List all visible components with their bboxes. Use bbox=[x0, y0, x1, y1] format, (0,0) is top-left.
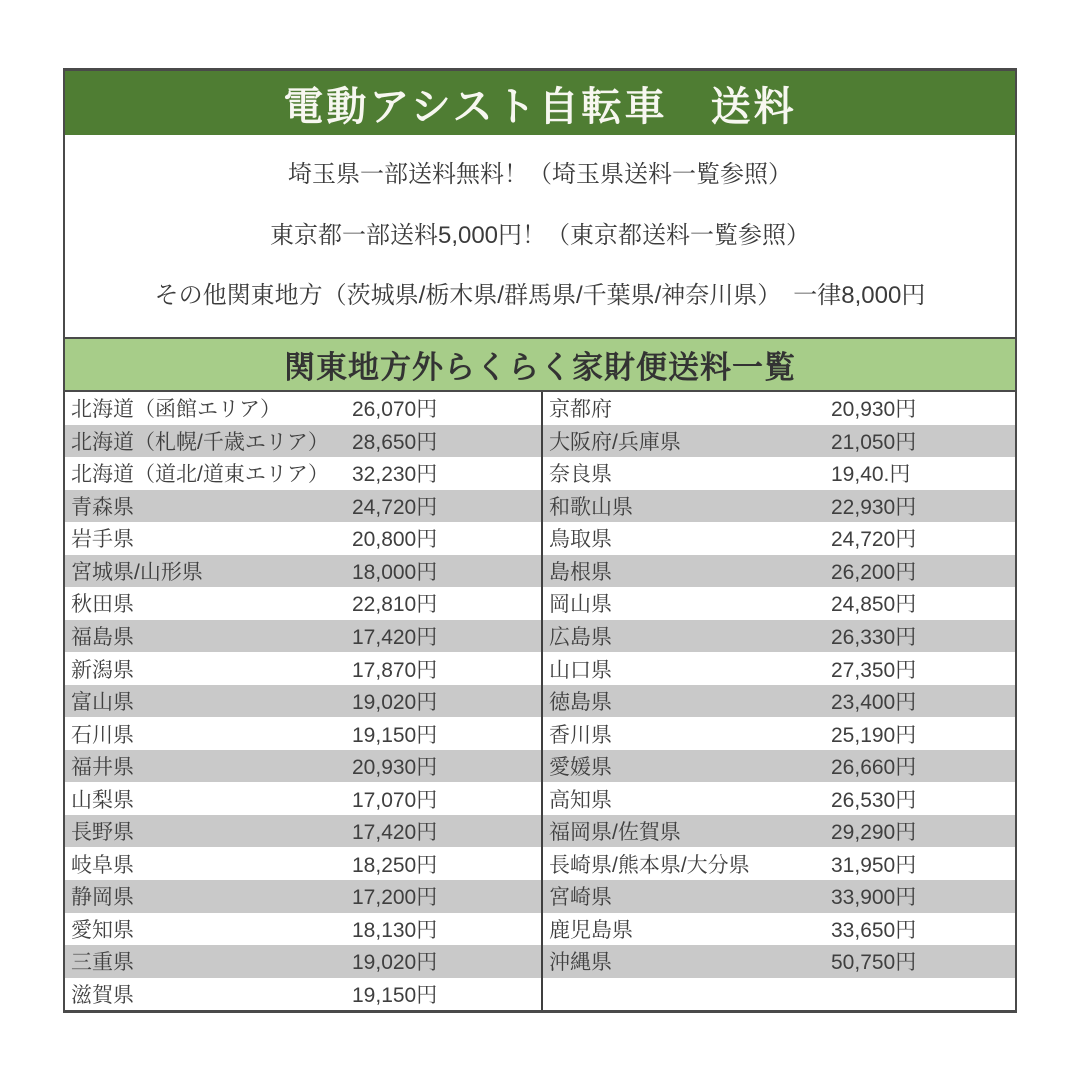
fee-cell-right: 29,290円 bbox=[831, 821, 917, 845]
fee-cell-left: 17,070円 bbox=[352, 788, 438, 812]
region-cell-left: 福島県 bbox=[71, 625, 134, 649]
fee-cell-left: 32,230円 bbox=[352, 463, 438, 487]
region-cell-right: 愛媛県 bbox=[541, 750, 831, 783]
region-cell-right: 鳥取県 bbox=[541, 522, 831, 555]
fee-table bbox=[65, 392, 1015, 1010]
fee-cell-right: 19,40.円 bbox=[831, 463, 911, 487]
region-cell-left: 静岡県 bbox=[71, 886, 134, 910]
table-row bbox=[65, 913, 1015, 946]
fee-cell-left: 18,250円 bbox=[352, 853, 438, 877]
region-cell-left: 秋田県 bbox=[71, 593, 134, 617]
shipping-fee-panel bbox=[63, 68, 1017, 1013]
table-row bbox=[65, 945, 1015, 978]
fee-cell-right: 33,900円 bbox=[831, 886, 917, 910]
region-cell-left: 北海道（札幌/千歳エリア） bbox=[71, 430, 329, 454]
fee-cell-right: 27,350円 bbox=[831, 658, 917, 682]
region-cell-left: 三重県 bbox=[71, 951, 134, 975]
table-title-bar bbox=[65, 337, 1015, 392]
table-row bbox=[65, 522, 1015, 555]
region-cell-right: 和歌山県 bbox=[541, 490, 831, 523]
region-cell-right: 大阪府/兵庫県 bbox=[541, 425, 831, 458]
fee-cell-right: 22,930円 bbox=[831, 495, 917, 519]
fee-cell-right: 31,950円 bbox=[831, 853, 917, 877]
region-cell-right: 高知県 bbox=[541, 782, 831, 815]
region-cell-left: 宮城県/山形県 bbox=[71, 560, 203, 584]
fee-cell-right: 26,200円 bbox=[831, 560, 917, 584]
info-line-saitama: 埼玉県一部送料無料！（埼玉県送料一覧参照） bbox=[288, 160, 792, 188]
table-row bbox=[65, 555, 1015, 588]
region-cell-left: 山梨県 bbox=[71, 788, 134, 812]
table-row bbox=[65, 392, 1015, 425]
region-cell-left: 愛知県 bbox=[71, 918, 134, 942]
fee-cell-right: 24,720円 bbox=[831, 528, 917, 552]
region-cell-left: 岐阜県 bbox=[71, 853, 134, 877]
fee-cell-left: 17,420円 bbox=[352, 625, 438, 649]
region-cell-right: 徳島県 bbox=[541, 685, 831, 718]
fee-cell-right: 23,400円 bbox=[831, 691, 917, 715]
fee-cell-right: 21,050円 bbox=[831, 430, 917, 454]
fee-cell-right: 26,330円 bbox=[831, 625, 917, 649]
table-row bbox=[65, 717, 1015, 750]
fee-cell-left: 20,800円 bbox=[352, 528, 438, 552]
region-cell-left: 石川県 bbox=[71, 723, 134, 747]
fee-cell-left: 19,020円 bbox=[352, 691, 438, 715]
table-row bbox=[65, 425, 1015, 458]
fee-cell-right bbox=[831, 978, 1015, 1011]
table-row bbox=[65, 782, 1015, 815]
fee-cell-left: 18,130円 bbox=[352, 918, 438, 942]
region-cell-right: 宮崎県 bbox=[541, 880, 831, 913]
table-row bbox=[65, 750, 1015, 783]
table-title: 関東地方外らくらく家財便送料一覧 bbox=[284, 350, 796, 385]
region-cell-left: 岩手県 bbox=[71, 528, 134, 552]
fee-cell-left: 19,020円 bbox=[352, 951, 438, 975]
region-cell-right: 沖縄県 bbox=[541, 945, 831, 978]
fee-cell-left: 17,200円 bbox=[352, 886, 438, 910]
table-row bbox=[65, 457, 1015, 490]
fee-cell-right: 26,530円 bbox=[831, 788, 917, 812]
fee-cell-right: 24,850円 bbox=[831, 593, 917, 617]
table-row bbox=[65, 652, 1015, 685]
region-cell-left: 北海道（函館エリア） bbox=[71, 398, 281, 422]
fee-cell-left: 19,150円 bbox=[352, 723, 438, 747]
fee-cell-left: 20,930円 bbox=[352, 756, 438, 780]
region-cell-left: 長野県 bbox=[71, 821, 134, 845]
region-cell-left: 滋賀県 bbox=[71, 983, 134, 1007]
region-cell-left: 富山県 bbox=[71, 691, 134, 715]
fee-cell-left: 24,720円 bbox=[352, 495, 438, 519]
region-cell-right: 鹿児島県 bbox=[541, 913, 831, 946]
region-cell-left: 福井県 bbox=[71, 756, 134, 780]
fee-cell-right: 25,190円 bbox=[831, 723, 917, 747]
region-cell-right: 広島県 bbox=[541, 620, 831, 653]
region-cell-left: 新潟県 bbox=[71, 658, 134, 682]
fee-cell-left: 28,650円 bbox=[352, 430, 438, 454]
main-title-bar bbox=[65, 71, 1015, 135]
table-row bbox=[65, 815, 1015, 848]
table-row bbox=[65, 587, 1015, 620]
info-line-kanto-other: その他関東地方（茨城県/栃木県/群馬県/千葉県/神奈川県） 一律8,000円 bbox=[154, 282, 926, 310]
table-row bbox=[65, 490, 1015, 523]
region-cell-right: 奈良県 bbox=[541, 457, 831, 490]
region-cell-right: 京都府 bbox=[541, 392, 831, 425]
table-row bbox=[65, 620, 1015, 653]
table-row bbox=[65, 685, 1015, 718]
main-title: 電動アシスト自転車 送料 bbox=[283, 84, 797, 129]
fee-cell-right: 20,930円 bbox=[831, 398, 917, 422]
region-cell-right: 山口県 bbox=[541, 652, 831, 685]
table-row bbox=[65, 978, 1015, 1011]
fee-cell-right: 50,750円 bbox=[831, 951, 917, 975]
fee-cell-left: 18,000円 bbox=[352, 560, 438, 584]
table-row bbox=[65, 880, 1015, 913]
region-cell-right: 香川県 bbox=[541, 717, 831, 750]
fee-cell-right: 26,660円 bbox=[831, 756, 917, 780]
fee-cell-right: 33,650円 bbox=[831, 918, 917, 942]
table-row bbox=[65, 847, 1015, 880]
region-cell-right: 福岡県/佐賀県 bbox=[541, 815, 831, 848]
fee-cell-left: 19,150円 bbox=[352, 983, 438, 1007]
region-cell-left: 青森県 bbox=[71, 495, 134, 519]
info-section bbox=[65, 135, 1015, 337]
region-cell-right: 岡山県 bbox=[541, 587, 831, 620]
region-cell-right: 島根県 bbox=[541, 555, 831, 588]
fee-cell-left: 22,810円 bbox=[352, 593, 438, 617]
fee-cell-left: 17,420円 bbox=[352, 821, 438, 845]
info-line-tokyo: 東京都一部送料5,000円！（東京都送料一覧参照） bbox=[269, 221, 811, 249]
fee-cell-left: 17,870円 bbox=[352, 658, 438, 682]
fee-cell-left: 26,070円 bbox=[352, 398, 438, 422]
region-cell-right: 長崎県/熊本県/大分県 bbox=[541, 847, 831, 880]
region-cell-left: 北海道（道北/道東エリア） bbox=[71, 463, 329, 487]
region-cell-right bbox=[541, 978, 831, 1011]
